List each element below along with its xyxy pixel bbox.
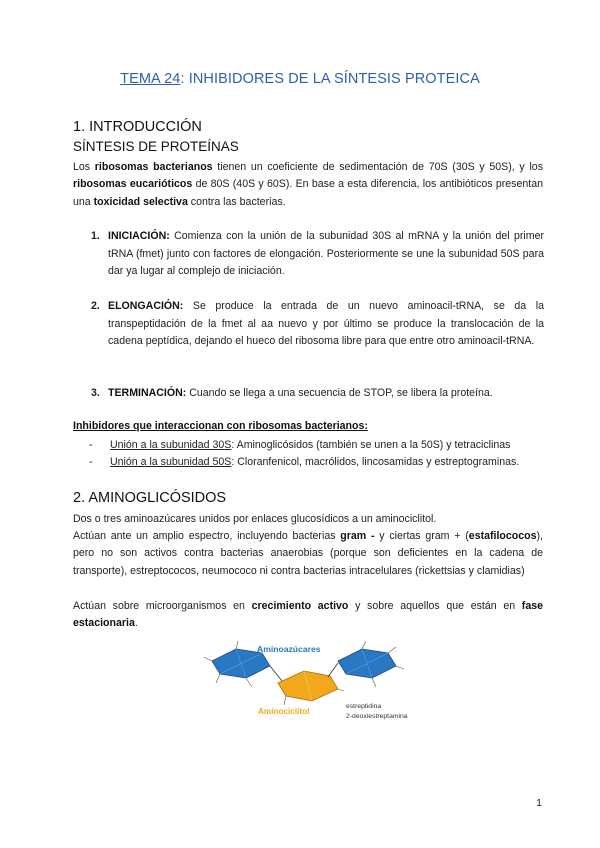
bold-run: ribosomas eucarióticos <box>73 178 193 191</box>
glycosidic-bond <box>270 666 282 681</box>
text-run: Los <box>73 161 95 173</box>
page-title <box>0 71 600 87</box>
section-heading-aminoglycosides: 2. AMINOGLICÓSIDOS <box>73 490 227 506</box>
inhibitor-text: : Cloranfenicol, macrólidos, lincosamidas y estreptograminas. <box>231 456 520 468</box>
list-number: 1. <box>91 230 100 242</box>
caption-streptidine: estreptidina <box>346 703 382 710</box>
bold-run: estafilococos <box>468 530 537 542</box>
step-initiation <box>91 228 544 281</box>
growth-phase-paragraph <box>73 598 543 633</box>
text-run: tienen un coeficiente de sedimentación de 70S (30S y 50S), y los <box>212 161 543 173</box>
bold-run: toxicidad selectiva <box>93 195 188 208</box>
subheading-protein-synthesis: SÍNTESIS DE PROTEÍNAS <box>73 139 239 154</box>
step-text: Cuando se llega a una secuencia de STOP, se libera la proteína. <box>186 387 493 399</box>
inhibitors-heading: Inhibidores que interaccionan con ribosomas bacterianos: <box>73 420 368 432</box>
step-label: INICIACIÓN: <box>108 230 170 242</box>
spectrum-paragraph <box>73 528 543 580</box>
bold-run: gram - <box>340 530 375 542</box>
list-number: 3. <box>91 387 100 399</box>
step-text: Comienza con la unión de la subunidad 30S al mRNA y la unión del primer tRNA (fmet) junto con factores de elongación. Posteriormente se une la subunidad 50S para dar ya lugar al complejo de iniciación. <box>108 230 544 278</box>
step-label: ELONGACIÓN: <box>108 300 184 312</box>
inhibitor-target: Unión a la subunidad 50S <box>110 456 232 468</box>
text-run: de 80S (40S y 60S). En base a esta diferencia, los antibióticos presentan una <box>73 178 543 208</box>
title-number: TEMA 24 <box>120 71 181 87</box>
dash-marker: - <box>89 439 93 451</box>
text-run: y ciertas gram + ( <box>374 530 469 542</box>
caption-deoxystreptamine: 2-deoxiestreptamina <box>346 713 408 720</box>
text-run: Actúan ante un amplio espectro, incluyendo bacterias <box>73 530 341 542</box>
list-number: 2. <box>91 300 100 312</box>
step-label: TERMINACIÓN: <box>108 387 187 399</box>
bold-run: fase estacionaria <box>73 600 543 630</box>
glycosidic-bond <box>328 663 338 677</box>
text-run: . <box>134 617 138 630</box>
section-heading-intro: 1. INTRODUCCIÓN <box>73 119 202 135</box>
label-aminosugars: Aminoazúcares <box>257 644 321 654</box>
inhibitor-target: Unión a la subunidad 30S <box>110 439 232 451</box>
text-run: contra las bacterias. <box>187 195 286 208</box>
aminoglycoside-definition: Dos o tres aminoazúcares unidos por enlaces glucosídicos a un aminociclitol. <box>73 513 437 525</box>
text-run: Actúan sobre microorganismos en <box>73 600 252 612</box>
step-text: Se produce la entrada de un nuevo aminoacil-tRNA, se da la transpeptidación de la fmet al aa nuevo y por último se produce la translocación de la cadena peptídica, dejando el hueco del ribosoma libre para que entre otro aminoacil-tRNA. <box>108 300 544 348</box>
text-run: y sobre aquellos que están en <box>348 600 522 612</box>
page-number: 1 <box>536 797 542 809</box>
dash-marker: - <box>89 456 93 468</box>
step-termination <box>91 385 544 403</box>
title-text: : INHIBIDORES DE LA SÍNTESIS PROTEICA <box>180 71 480 87</box>
text-run: ), pero no son activos contra bacterias anaerobias (porque son deficientes en la cadena de transporte), estreptococos, neumococo ni contra bacterias intracelulares (rickettsias y clamidias) <box>73 530 543 577</box>
label-aminocyclitol: Aminociclitol <box>258 707 310 716</box>
aminoglycoside-structure-figure <box>196 633 428 725</box>
inhibitor-text: : Aminoglicósidos (también se unen a la 50S) y tetraciclinas <box>231 439 511 451</box>
step-elongation <box>91 298 544 351</box>
bold-run: crecimiento activo <box>251 600 349 612</box>
bold-run: ribosomas bacterianos <box>94 161 213 173</box>
intro-paragraph <box>73 159 543 211</box>
